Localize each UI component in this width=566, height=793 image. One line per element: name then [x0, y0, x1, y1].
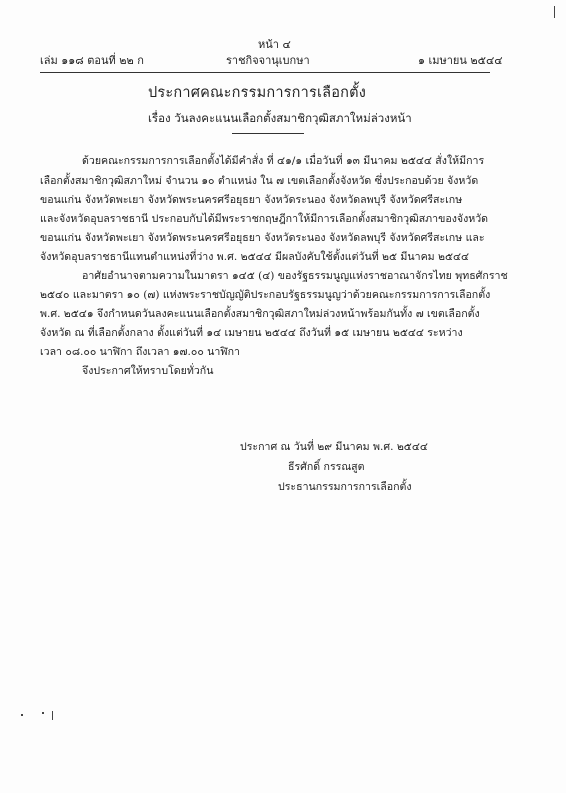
scan-mark — [42, 712, 44, 714]
paragraph-line: ๒๕๔๐ และมาตรา ๑๐ (๗) แห่งพระราชบัญญัติประกอบรัฐธรรมนูญว่าด้วยคณะกรรมการการเลือกตั้ง — [40, 289, 491, 301]
paragraph-line: เวลา ๐๘.๐๐ นาฬิกา ถึงเวลา ๑๗.๐๐ นาฬิกา — [40, 346, 240, 358]
closing-line: จึงประกาศให้ทราบโดยทั่วกัน — [82, 365, 214, 377]
paragraph-line: จังหวัด ณ ที่เลือกตั้งกลาง ตั้งแต่วันที่ ๑๔ เมษายน ๒๕๔๔ ถึงวันที่ ๑๕ เมษายน ๒๕๔๔ ระหว่าง — [40, 327, 463, 339]
scan-mark — [554, 6, 555, 18]
gazette-date: ๑ เมษายน ๒๕๔๔ — [418, 54, 503, 67]
paragraph-line: ด้วยคณะกรรมการการเลือกตั้งได้มีคำสั่ง ที่ ๔๑/๑ เมื่อวันที่ ๑๓ มีนาคม ๒๕๔๔ สั่งให้มีการ — [82, 155, 485, 167]
signatory-position: ประธานกรรมการการเลือกตั้ง — [278, 481, 412, 493]
announcement-date: ประกาศ ณ วันที่ ๒๙ มีนาคม พ.ศ. ๒๕๔๔ — [240, 441, 428, 453]
paragraph-line: และจังหวัดอุบลราชธานี ประกอบกับได้มีพระราชกฤษฎีกาให้มีการเลือกตั้งสมาชิกวุฒิสภาของจังหวัด — [40, 213, 489, 225]
paragraph-line: จังหวัดอุบลราชธานีแทนตำแหน่งที่ว่าง พ.ศ. ๒๕๔๔ มีผลบังคับใช้ตั้งแต่วันที่ ๒๕ มีนาคม ๒๕๔๔ — [40, 251, 470, 263]
scan-mark — [21, 714, 23, 716]
paragraph-line: อาศัยอำนาจตามความในมาตรา ๑๔๕ (๔) ของรัฐธรรมนูญแห่งราชอาณาจักรไทย พุทธศักราช — [82, 270, 508, 282]
announcement-title: ประกาศคณะกรรมการการเลือกตั้ง — [148, 85, 367, 101]
subject-underline — [232, 133, 304, 134]
scan-mark — [52, 711, 53, 720]
gazette-name: ราชกิจจานุเบกษา — [226, 54, 310, 67]
volume-issue: เล่ม ๑๑๘ ตอนที่ ๒๒ ก — [40, 54, 144, 67]
paragraph-line: พ.ศ. ๒๕๔๑ จึงกำหนดวันลงคะแนนเลือกตั้งสมาชิกวุฒิสภาใหม่ล่วงหน้าพร้อมกันทั้ง ๗ เขตเลือกตั้ง — [40, 308, 480, 320]
header-rule — [40, 72, 490, 73]
paragraph-line: ขอนแก่น จังหวัดพะเยา จังหวัดพระนครศรีอยุธยา จังหวัดระนอง จังหวัดลพบุรี จังหวัดศรีสะเกษ — [40, 194, 463, 206]
signatory-name: ธีรศักดิ์ กรรณสูต — [288, 461, 365, 473]
paragraph-line: ขอนแก่น จังหวัดพะเยา จังหวัดพระนครศรีอยุธยา จังหวัดระนอง จังหวัดลพบุรี จังหวัดศรีสะเกษ และ — [40, 232, 485, 244]
paragraph-line: เลือกตั้งสมาชิกวุฒิสภาใหม่ จำนวน ๑๐ ตำแหน่ง ใน ๗ เขตเลือกตั้งจังหวัด ซึ่งประกอบด้วย จังหวัด — [40, 175, 479, 187]
announcement-subject: เรื่อง วันลงคะแนนเลือกตั้งสมาชิกวุฒิสภาใหม่ล่วงหน้า — [148, 111, 412, 125]
page-number: หน้า ๔ — [258, 38, 291, 51]
